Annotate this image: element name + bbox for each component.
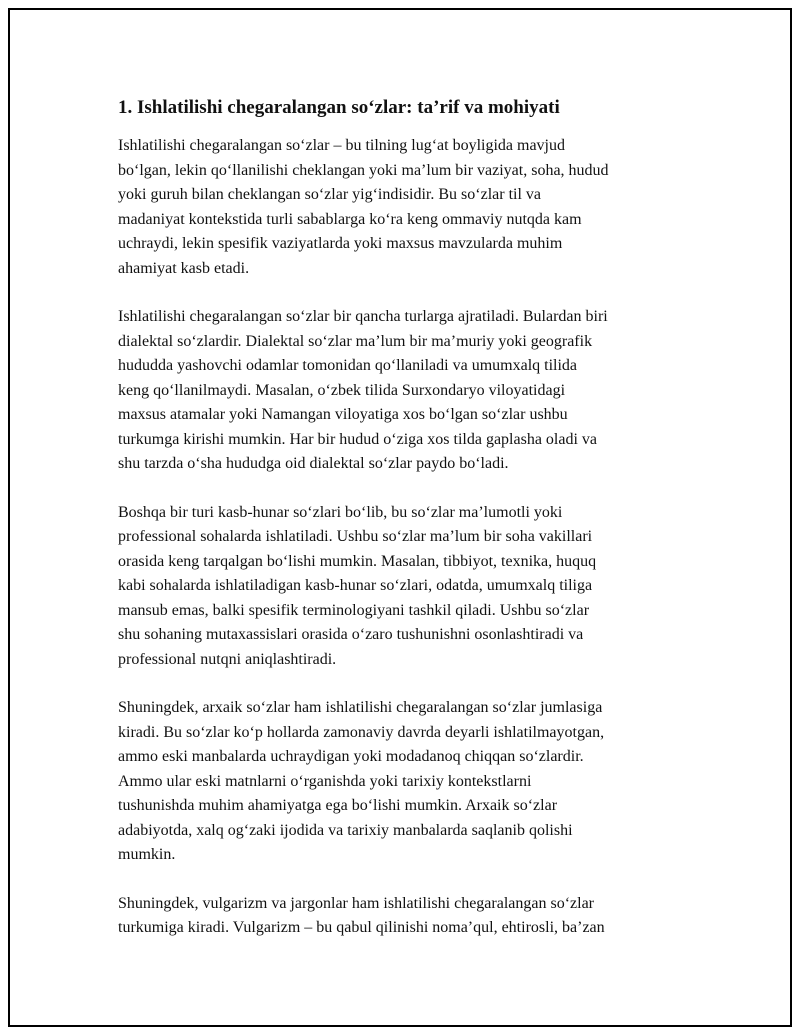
paragraph-line: professional nutqni aniqlashtiradi. (118, 650, 337, 668)
paragraph-line: kabi sohalarda ishlatiladigan kasb-hunar so‘zlari, odatda, umumxalq tiliga (118, 577, 593, 594)
paragraph-container (118, 134, 698, 941)
paragraph (118, 134, 698, 281)
paragraph-line: turkumga kirishi mumkin. Har bir hudud o‘ziga xos tilda gaplasha oladi va (118, 430, 598, 448)
document-page (8, 8, 792, 1027)
paragraph-line: shu tarzda o‘sha hududga oid dialektal so‘zlar paydo bo‘ladi. (118, 455, 509, 472)
paragraph-line: bo‘lgan, lekin qo‘llanilishi cheklangan yoki ma’lum bir vaziyat, soha, hudud (118, 161, 609, 179)
paragraph-line: Ishlatilishi chegaralangan so‘zlar bir qancha turlarga ajratiladi. Bulardan biri (118, 308, 608, 325)
paragraph-line: dialektal so‘zlardir. Dialektal so‘zlar ma’lum bir ma’muriy yoki geografik (118, 332, 593, 350)
paragraph-line: maxsus atamalar yoki Namangan viloyatiga xos bo‘lgan so‘zlar ushbu (118, 406, 568, 423)
paragraph-line: shu sohaning mutaxassislari orasida o‘zaro tushunishni osonlashtiradi va (118, 626, 584, 643)
paragraph (118, 501, 698, 673)
paragraph-line: ammo eski manbalarda uchraydigan yoki modadanoq chiqqan so‘zlardir. (118, 748, 584, 765)
paragraph-line: mumkin. (118, 846, 176, 863)
section-heading: 1. Ishlatilishi chegaralangan so‘zlar: ta’rif va mohiyati (118, 97, 560, 118)
paragraph-line: yoki guruh bilan cheklangan so‘zlar yig‘indisidir. Bu so‘zlar til va (118, 186, 542, 203)
paragraph-line: hududda yashovchi odamlar tomonidan qo‘llaniladi va umumxalq tilida (118, 357, 578, 374)
paragraph-line: madaniyat kontekstida turli sabablarga ko‘ra keng ommaviy nutqda kam (118, 210, 582, 228)
paragraph-line: keng qo‘llanilmaydi. Masalan, o‘zbek tilida Surxondaryo viloyatidagi (118, 381, 566, 399)
document-body (118, 96, 698, 965)
paragraph-line: professional sohalarda ishlatiladi. Ushbu so‘zlar ma’lum bir soha vakillari (118, 528, 593, 545)
paragraph-line: ahamiyat kasb etadi. (118, 259, 250, 277)
paragraph-line: kiradi. Bu so‘zlar ko‘p hollarda zamonaviy davrda deyarli ishlatilmayotgan, (118, 723, 605, 741)
paragraph (118, 696, 698, 868)
paragraph-line: tushunishda muhim ahamiyatga ega bo‘lishi mumkin. Arxaik so‘zlar (118, 797, 558, 814)
paragraph-line: Shuningdek, vulgarizm va jargonlar ham ishlatilishi chegaralangan so‘zlar (118, 894, 595, 912)
paragraph-line: uchraydi, lekin spesifik vaziyatlarda yoki maxsus mavzularda muhim (118, 235, 563, 252)
paragraph-line: adabiyotda, xalq og‘zaki ijodida va tarixiy manbalarda saqlanib qolishi (118, 821, 573, 839)
paragraph-line: Shuningdek, arxaik so‘zlar ham ishlatilishi chegaralangan so‘zlar jumlasiga (118, 699, 603, 716)
paragraph-line: Ammo ular eski matnlarni o‘rganishda yoki tarixiy kontekstlarni (118, 772, 532, 790)
paragraph (118, 892, 698, 941)
paragraph-line: mansub emas, balki spesifik terminologiyani tashkil qiladi. Ushbu so‘zlar (118, 601, 590, 619)
paragraph-line: Ishlatilishi chegaralangan so‘zlar – bu tilning lug‘at boyligida mavjud (118, 137, 565, 154)
paragraph (118, 305, 698, 477)
paragraph-line: Boshqa bir turi kasb-hunar so‘zlari bo‘lib, bu so‘zlar ma’lumotli yoki (118, 503, 563, 521)
paragraph-line: turkumiga kiradi. Vulgarizm – bu qabul qilinishi noma’qul, ehtirosli, ba’zan (118, 919, 605, 936)
paragraph-line: orasida keng tarqalgan bo‘lishi mumkin. Masalan, tibbiyot, texnika, huquq (118, 552, 597, 570)
